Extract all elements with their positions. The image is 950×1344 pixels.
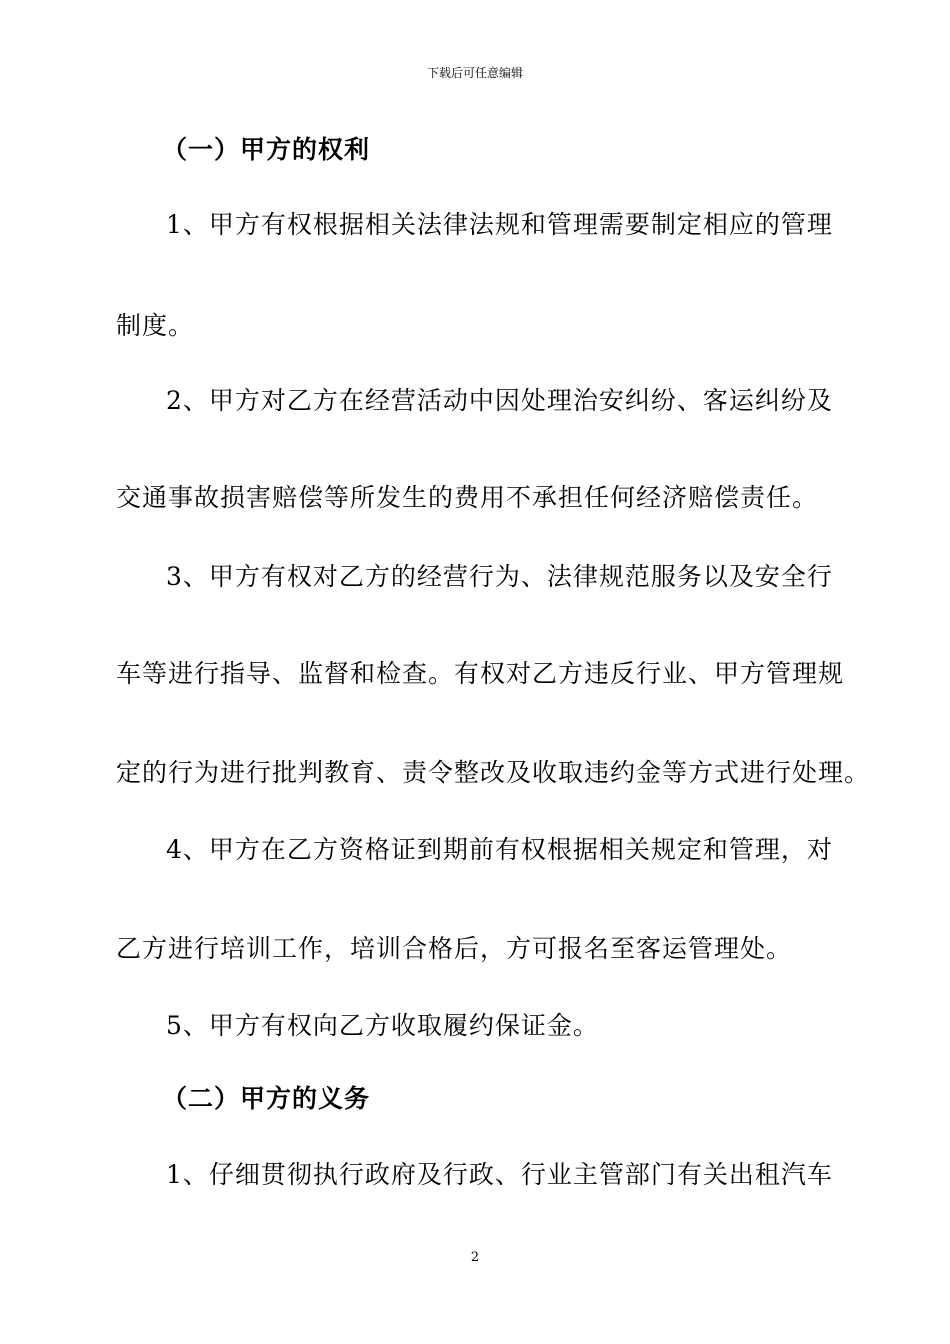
paragraph-line: 乙方进行培训工作，培训合格后，方可报名至客运管理处。 bbox=[116, 934, 793, 963]
page-number: 2 bbox=[470, 1250, 480, 1265]
paragraph-line: 4、甲方在乙方资格证到期前有权根据相关规定和管理，对 bbox=[166, 835, 833, 864]
paragraph-line: 交通事故损害赔偿等所发生的费用不承担任何经济赔偿责任。 bbox=[116, 483, 819, 512]
paragraph-line: 制度。 bbox=[116, 311, 195, 340]
paragraph-line: 1、仔细贯彻执行政府及行政、行业主管部门有关出租汽车 bbox=[166, 1160, 833, 1189]
paragraph-line: 2、甲方对乙方在经营活动中因处理治安纠纷、客运纠纷及 bbox=[166, 386, 833, 415]
section-heading-rights: （一）甲方的权利 bbox=[162, 135, 371, 164]
paragraph-line: 定的行为进行批判教育、责令整改及收取违约金等方式进行处理。 bbox=[116, 758, 871, 787]
paragraph-line: 5、甲方有权向乙方收取履约保证金。 bbox=[166, 1011, 599, 1040]
section-heading-obligations: （二）甲方的义务 bbox=[162, 1084, 371, 1113]
page-header: 下载后可任意编辑 bbox=[426, 66, 523, 80]
paragraph-line: 1、甲方有权根据相关法律法规和管理需要制定相应的管理 bbox=[166, 210, 833, 239]
paragraph-line: 3、甲方有权对乙方的经营行为、法律规范服务以及安全行 bbox=[166, 562, 833, 591]
paragraph-line: 车等进行指导、监督和检查。有权对乙方违反行业、甲方管理规 bbox=[116, 659, 845, 688]
